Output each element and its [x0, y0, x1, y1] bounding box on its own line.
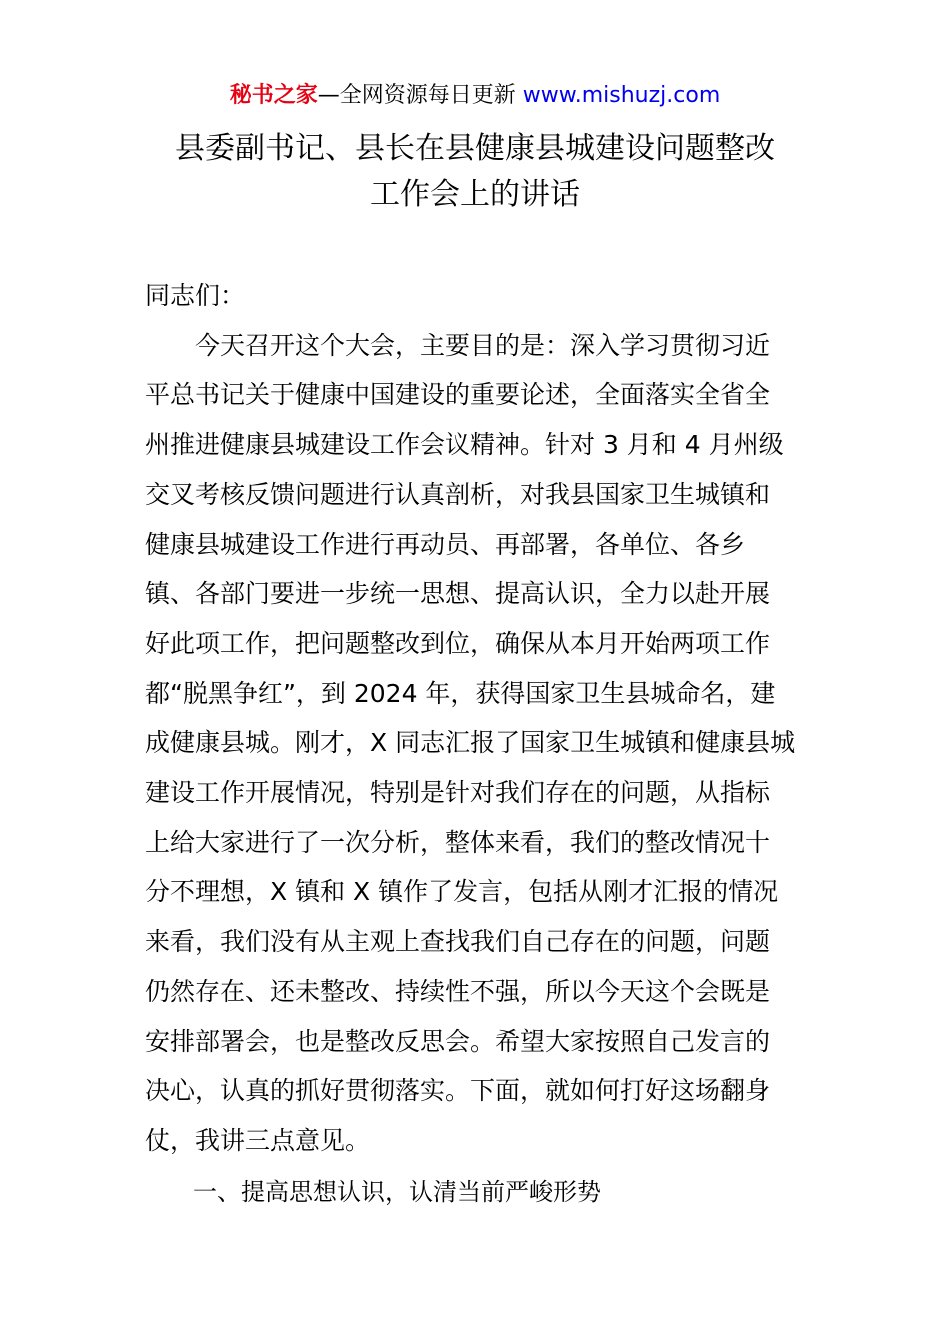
- paragraph-line: 健康县城建设工作进行再动员、再部署，各单位、各乡: [145, 529, 746, 559]
- site-url[interactable]: www.mishuzj.com: [522, 83, 721, 108]
- title-line-1: 县委副书记、县长在县健康县城建设问题整改: [175, 131, 775, 166]
- title-line-2: 工作会上的讲话: [370, 177, 580, 212]
- paragraph-line: 交叉考核反馈问题进行认真剖析，对我县国家卫生城镇和: [145, 479, 771, 509]
- paragraph-line: 成健康县城。刚才，X 同志汇报了国家卫生城镇和健康县城: [145, 728, 796, 758]
- paragraph-line: 来看，我们没有从主观上查找我们自己存在的问题，问题: [145, 927, 771, 957]
- site-header: [0, 80, 950, 112]
- speech-body: [145, 271, 815, 1166]
- paragraph-line: 平总书记关于健康中国建设的重要论述，全面落实全省全: [145, 380, 771, 410]
- header-tagline: —全网资源每日更新: [317, 83, 516, 108]
- brand-name: 秘书之家: [229, 83, 318, 108]
- paragraph-line: 决心，认真的抓好贯彻落实。下面，就如何打好这场翻身: [145, 1076, 771, 1106]
- paragraph-line: 都“脱黑争红”，到 2024 年，获得国家卫生县城命名，建: [145, 678, 776, 708]
- paragraph-line: 镇、各部门要进一步统一思想、提高认识，全力以赴开展: [145, 579, 771, 609]
- paragraph-line: 安排部署会，也是整改反思会。希望大家按照自己发言的: [145, 1026, 771, 1056]
- document-title: [100, 126, 850, 218]
- paragraph-line: 好此项工作，把问题整改到位，确保从本月开始两项工作: [145, 628, 771, 658]
- salutation: 同志们：: [145, 281, 246, 310]
- paragraph-line: 仍然存在、还未整改、持续性不强，所以今天这个会既是: [145, 976, 771, 1006]
- paragraph-line: 建设工作开展情况，特别是针对我们存在的问题，从指标: [145, 778, 771, 808]
- paragraph-line: 今天召开这个大会，主要目的是：深入学习贯彻习近: [145, 330, 771, 360]
- section-heading: 一、提高思想认识，认清当前严峻形势: [193, 1178, 601, 1206]
- paragraph-line: 仗，我讲三点意见。: [145, 1125, 371, 1155]
- paragraph-line: 分不理想，X 镇和 X 镇作了发言，包括从刚才汇报的情况: [145, 877, 779, 907]
- paragraph-line: 州推进健康县城建设工作会议精神。针对 3 月和 4 月州级: [145, 430, 784, 460]
- paragraph-line: 上给大家进行了一次分析，整体来看，我们的整改情况十: [145, 827, 771, 857]
